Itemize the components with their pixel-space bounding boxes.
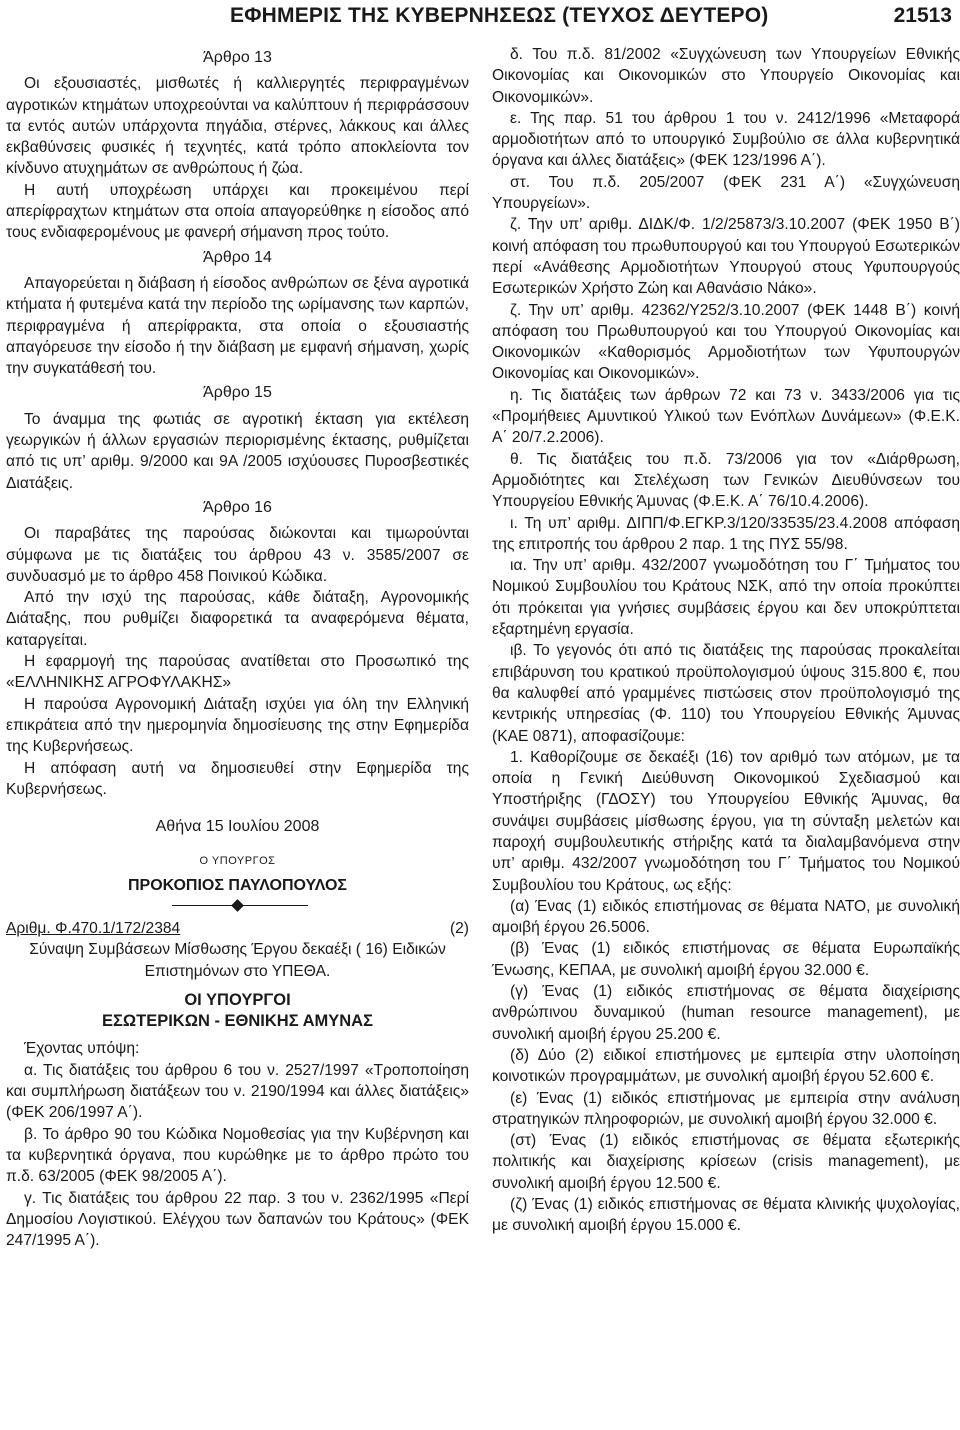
consideration-item: α. Τις διατάξεις του άρθρου 6 του ν. 2527/1997 «Τροποποίηση και συμπλήρωση διατάξεων του ν. 2190/1994 και άλλες διατάξεις» (ΦΕΚ 206/1997 Α΄).: [6, 1061, 469, 1122]
decision-subitem: (δ) Δύο (2) ειδικοί επιστήμονες με εμπειρία στην υλοποίηση κοινοτικών προγραμμάτων, με συνολική αμοιβή έργου 52.600 €.: [492, 1046, 960, 1086]
article-15-title: Άρθρο 15: [203, 384, 272, 402]
gazette-title: ΕΦΗΜΕΡΙΣ ΤΗΣ ΚΥΒΕΡΝΗΣΕΩΣ (ΤΕΥΧΟΣ ΔΕΥΤΕΡΟ): [230, 4, 769, 27]
decision-subitem: (β) Ένας (1) ειδικός επιστήμονας σε θέματα Ευρωπαϊκής Ένωσης, ΚΕΠΑΑ, με συνολική αμοιβή έργου 32.000 €.: [492, 940, 960, 979]
consideration-item: ε. Της παρ. 51 του άρθρου 1 του ν. 2412/1996 «Μεταφορά αρμοδιοτήτων από το υπουργικό Συμβούλιο σε άλλα κυβερνητικά όργανα και άλλες διατάξεις» (ΦΕΚ 123/1996 Α΄).: [492, 109, 960, 170]
article-13-title: Άρθρο 13: [203, 49, 272, 66]
consideration-item: β. Το άρθρο 90 του Κώδικα Νομοθεσίας για την Κυβέρνηση και τα κυβερνητικά όργανα, που κυρώθηκε με το άρθρο πρώτο του π.δ. 63/2005 (ΦΕΚ 98/2005 Α΄).: [6, 1125, 469, 1186]
article-16-paragraph: Από την ισχύ της παρούσας, κάθε διάταξη, Αγρονομικής Διάταξης, που ρυθμίζει διαφορετικά τα αναφερόμενα θέματα, καταργείται.: [6, 589, 469, 649]
article-14-paragraph: Απαγορεύεται η διάβαση ή είσοδος ανθρώπων σε ξένα αγροτικά κτήματα ή φυτεμένα κατά την περίοδο της ωρίμανσης των καρπών, περιφραγμένα ή απερίφρακτα, στα οποία ο εξουσιαστής απαγόρευσε την είσοδο ή την διάβαση με εμφανή σήμανση, χωρίς την συγκατάθεσή του.: [6, 274, 469, 378]
decision-item: 1. Καθορίζουμε σε δεκαέξι (16) τον αριθμό των ατόμων, με τα οποία η Γενική Διεύθυνση Οικονομικού Σχεδιασμού και Υποστήριξης (ΓΔΟΣΥ) του Υπουργείου Εθνικής Άμυνας, θα συνάψει συμβάσεις μίσθωσης έργου, για τη σύνταξη μελετών και παροχή συμβουλευτικής στήριξης κατά τα διαλαμβανόμενα στην υπ’ αριθμ. 432/2007 γνωμοδότηση του Γ΄ Τμήματος του Νομικού Συμβουλίου του Κράτους, ως εξής:: [492, 748, 960, 894]
consideration-item: στ. Του π.δ. 205/2007 (ΦΕΚ 231 Α΄) «Συγχώνευση Υπουργείων».: [492, 173, 960, 213]
consideration-item: θ. Τις διατάξεις του π.δ. 73/2006 για τον «Διάρθρωση, Αρμοδιότητες και Στελέχωση των Γενικών Διευθύνσεων του Υπουργείου Εθνικής Άμυνας (Φ.Ε.Κ. Α΄ 76/10.4.2006).: [492, 450, 960, 511]
consideration-item: ι. Τη υπ’ αριθμ. ΔΙΠΠ/Φ.ΕΓΚΡ.3/120/33535/23.4.2008 απόφαση της επιτροπής του άρθρου 2 παρ. 1 της ΠΥΣ 55/98.: [492, 514, 960, 553]
article-16-paragraph: Η απόφαση αυτή να δημοσιευθεί στην Εφημερίδα της Κυβερνήσεως.: [6, 759, 469, 798]
consideration-item: ια. Την υπ’ αριθμ. 432/2007 γνωμοδότηση του Γ΄ Τμήματος του Νομικού Συμβουλίου του Κράτους ΝΣΚ, από την οποία προκύπτει ότι πρόκειται για γνήσιες συμβάσεις έργου και δεν υποκρύπτεται εξαρτημένη εργασία.: [492, 557, 960, 639]
article-14-title: Άρθρο 14: [203, 248, 272, 266]
decision-subitem: (α) Ένας (1) ειδικός επιστήμονας σε θέματα ΝΑΤΟ, με συνολική αμοιβή έργου 26.5006.: [492, 897, 960, 937]
consideration-item: ιβ. Το γεγονός ότι από τις διατάξεις της παρούσας προκαλείται επιβάρυνση του κρατικού προϋπολογισμού ύψους 315.800 €, που θα καλυφθεί από γραμμένες πιστώσεις στον προϋπολογισμό της κεντρικής υπηρεσίας (Φ. 110) του Υπουργείου Εθνικής Άμυνας (ΚΑΕ 0871), αποφασίζουμε:: [492, 642, 960, 745]
minister-role: Ο ΥΠΟΥΡΓΟΣ: [199, 855, 276, 868]
left-column: [6, 44, 469, 1251]
consideration-item: ζ. Την υπ’ αριθμ. ΔΙΔΚ/Φ. 1/2/25873/3.10.2007 (ΦΕΚ 1950 Β΄) κοινή απόφαση του πρωθυπουργού και του Υπουργού Εσωτερικών περί «Ανάθεσης Αρμοδιοτήτων Υπουργού στους Υφυπουργούς Εσωτερικών Χρήστο Ζώη και Αθανάσιο Νάκο».: [492, 216, 960, 298]
consideration-item: δ. Του π.δ. 81/2002 «Συγχώνευση των Υπουργείων Εθνικής Οικονομίας και Οικονομικών στο Υπουργείο Οικονομίας και Οικονομικών».: [492, 46, 960, 106]
section-separator: [6, 898, 469, 914]
diamond-icon: [231, 899, 244, 912]
decision-sequence: (2): [449, 919, 469, 937]
decision-number-row: [6, 918, 469, 939]
article-16-title: Άρθρο 16: [203, 498, 272, 516]
decision-subitem: (ζ) Ένας (1) ειδικός επιστήμονας σε θέματα κλινικής ψυχολογίας, με συνολική αμοιβή έργου 15.000 €.: [492, 1196, 960, 1235]
decision-number: Αριθμ. Φ.470.1/172/2384: [6, 919, 181, 937]
decision-subitem: (ε) Ένας (1) ειδικός επιστήμονας με εμπειρία στην ανάλυση στρατηγικών πληροφοριών, με συνολική αμοιβή έργου 32.000 €.: [492, 1089, 960, 1128]
page-number: 21513: [893, 4, 952, 27]
article-13-paragraph: Η αυτή υποχρέωση υπάρχει και προκειμένου περί απερίφραχτων κτημάτων στα οποία απαγορεύθηκε η είσοδος από τους ενδιαφερομένους με φανερή σήμανση προς τούτο.: [6, 181, 469, 242]
ministries-heading: [6, 990, 469, 1033]
decision-subitem: (γ) Ένας (1) ειδικός επιστήμονας σε θέματα διαχείρισης ανθρώπινου δυναμικού (human resource management), με συνολική αμοιβή έργου 25.200 €.: [492, 983, 960, 1043]
ministries-line-2: ΕΣΩΤΕΡΙΚΩΝ - ΕΘΝΙΚΗΣ ΑΜΥΝΑΣ: [102, 1012, 373, 1031]
decision-subitem: (στ) Ένας (1) ειδικός επιστήμονας σε θέματα εξωτερικής πολιτικής και διαχείρισης κρίσεων (crisis management), με συνολική αμοιβή έργου 12.500 €.: [492, 1132, 960, 1192]
article-13-paragraph: Οι εξουσιαστές, μισθωτές ή καλλιεργητές περιφραγμένων αγροτικών κτημάτων υποχρεούνται να καλύπτουν ή περιφράσσουν τα εντός αυτών υπάρχοντα πηγάδια, στέρνες, λάκκους και άλλες εκβαθύνσεις φυσικές ή τεχνητές, κατά τρόπο αποκλείοντα τον κίνδυνο ατυχημάτων σε ανθρώπους ή ζώα.: [6, 75, 469, 178]
ministries-line-1: ΟΙ ΥΠΟΥΡΓΟΙ: [184, 990, 291, 1009]
having-regard: Έχοντας υπόψη:: [24, 1040, 140, 1058]
article-16-paragraph: Η εφαρμογή της παρούσας ανατίθεται στο Προσωπικό της «ΕΛΛΗΝΙΚΗΣ ΑΓΡΟΦΥΛΑΚΗΣ»: [6, 653, 469, 692]
consideration-item: γ. Τις διατάξεις του άρθρου 22 παρ. 3 του ν. 2362/1995 «Περί Δημοσίου Λογιστικού. Ελέγχου των δαπανών του Κράτους» (ΦΕΚ 247/1995 Α΄).: [6, 1189, 469, 1250]
date-line: Αθήνα 15 Ιουλίου 2008: [155, 818, 320, 836]
decision-subject: Σύναψη Συμβάσεων Μίσθωσης Έργου δεκαέξι ( 16) Ειδικών Επιστημόνων στο ΥΠΕΘΑ.: [29, 941, 446, 980]
minister-name: ΠΡΟΚΟΠΙΟΣ ΠΑΥΛΟΠΟΥΛΟΣ: [127, 876, 348, 894]
right-column: [492, 44, 960, 1237]
consideration-item: ζ. Την υπ’ αριθμ. 42362/Υ252/3.10.2007 (ΦΕΚ 1448 Β΄) κοινή απόφαση του Πρωθυπουργού και του Υπουργού Οικονομίας και Οικονομικών «Καθορισμός Αρμοδιοτήτων των Υφυπουργών Οικονομίας και Οικονομικών».: [492, 301, 960, 383]
consideration-item: η. Τις διατάξεις των άρθρων 72 και 73 ν. 3433/2006 για τις «Προμήθειες Αμυντικού Υλικού των Ενόπλων Δυνάμεων» (Φ.Ε.Κ. Α΄ 20/7.2.2006).: [492, 386, 960, 447]
article-16-paragraph: Οι παραβάτες της παρούσας διώκονται και τιμωρούνται σύμφωνα με τις διατάξεις του άρθρου 43 ν. 3585/2007 σε συνδυασμό με το άρθρο 458 Ποινικού Κώδικα.: [6, 525, 469, 585]
page-header: [0, 0, 960, 34]
article-16-paragraph: Η παρούσα Αγρονομική Διάταξη ισχύει για όλη την Ελληνική επικράτεια από την ημερομηνία δημοσίευσης της στην Εφημερίδα της Κυβερνήσεως.: [6, 695, 469, 756]
article-15-paragraph: Το άναμμα της φωτιάς σε αγροτική έκταση για εκτέλεση γεωργικών ή άλλων εργασιών περιορισμένης έκτασης, ρυθμίζεται από τις υπ’ αριθμ. 9/2000 και 9Α /2005 ισχύουσες Πυροσβεστικές Διατάξεις.: [6, 410, 469, 492]
